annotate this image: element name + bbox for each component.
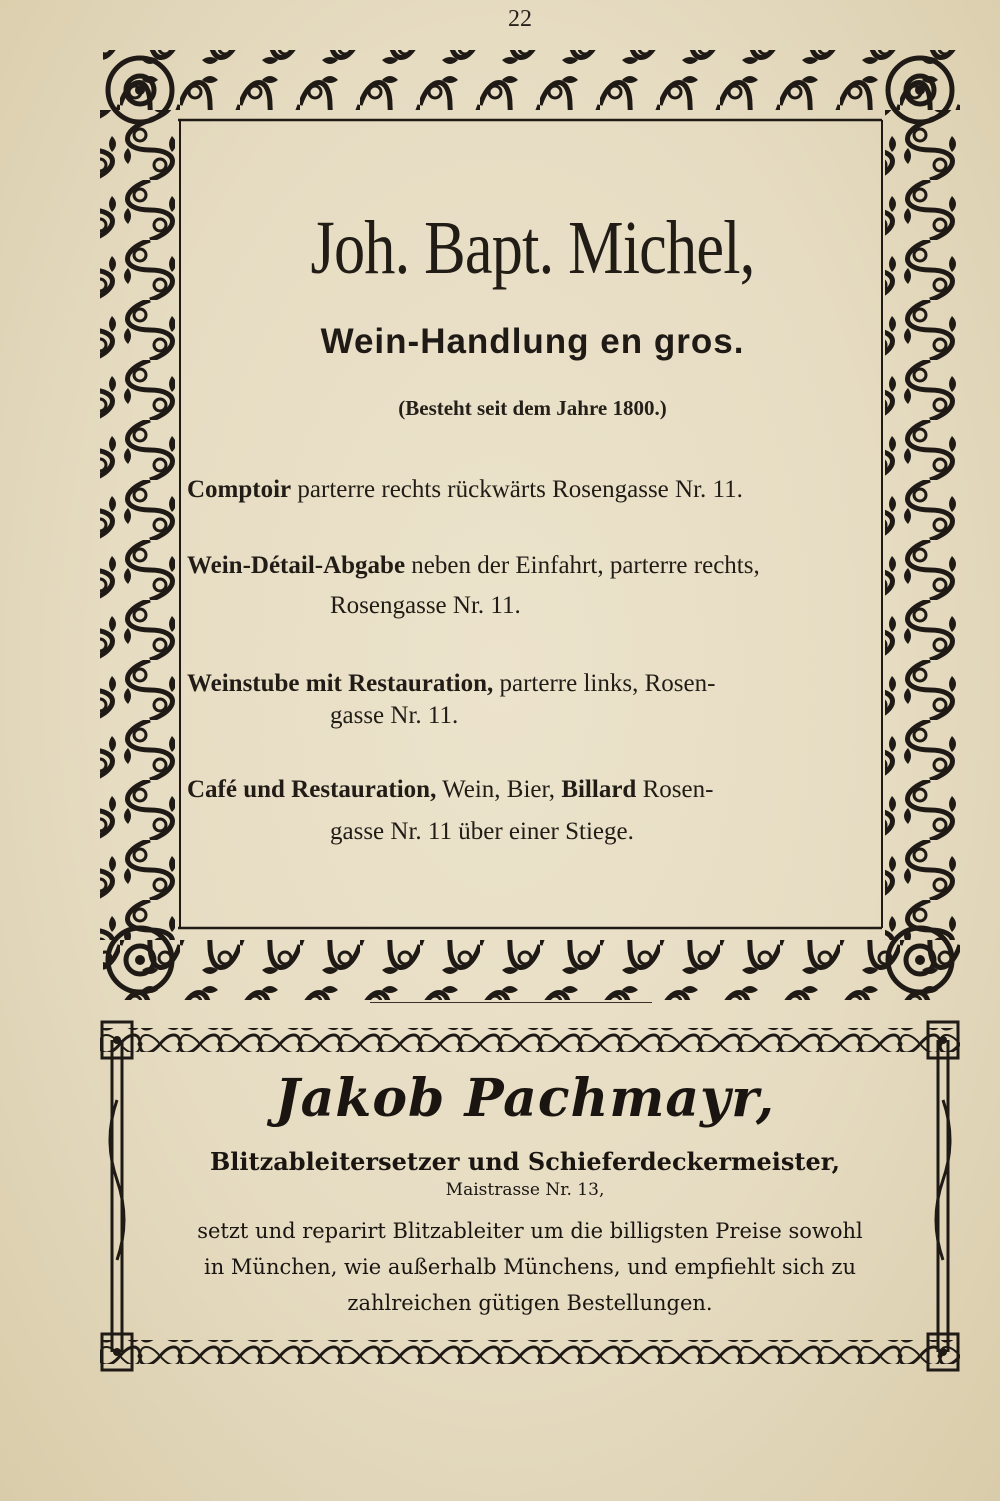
page-number: 22	[508, 6, 532, 32]
pachmayr-address: Maistrasse Nr. 13,	[445, 1180, 605, 1200]
entry-weinstube-cont: gasse Nr. 11.	[330, 702, 459, 729]
entry-label-billard: Billard	[561, 776, 637, 803]
entry-text: parterre rechts rückwärts Rosengasse Nr. 11.	[291, 476, 743, 503]
michel-name: Joh. Bapt. Michel,	[310, 206, 755, 290]
body-line: setzt und reparirt Blitzableiter um die billigsten Preise sowohl	[197, 1219, 863, 1243]
entry-label: Wein-Détail-Abgabe	[187, 552, 406, 579]
pachmayr-trade: Blitzableitersetzer und Schieferdeckermeister,	[210, 1147, 840, 1176]
body-line: zahlreichen gütigen Bestellungen.	[347, 1291, 713, 1315]
entry-label: Comptoir	[187, 476, 292, 503]
entry-text-2: Rosen-	[636, 776, 714, 803]
entry-label: Café und Restauration,	[187, 776, 437, 803]
michel-business: Wein-Handlung en gros.	[320, 322, 745, 361]
entry-wein-detail-cont: Rosengasse Nr. 11.	[330, 592, 521, 619]
entry-label: Weinstube mit Restauration,	[187, 670, 494, 697]
body-line: in München, wie außerhalb Münchens, und empfiehlt sich zu	[204, 1255, 856, 1279]
entry-text: Wein, Bier,	[436, 776, 562, 803]
pachmayr-body	[150, 1213, 910, 1321]
entry-text: neben der Einfahrt, parterre rechts,	[405, 552, 760, 579]
entry-cafe-cont: gasse Nr. 11 über einer Stiege.	[330, 818, 634, 845]
pachmayr-name: Jakob Pachmayr,	[275, 1068, 775, 1129]
michel-established: (Besteht seit dem Jahre 1800.)	[398, 396, 667, 420]
entry-text: parterre links, Rosen-	[493, 670, 716, 697]
